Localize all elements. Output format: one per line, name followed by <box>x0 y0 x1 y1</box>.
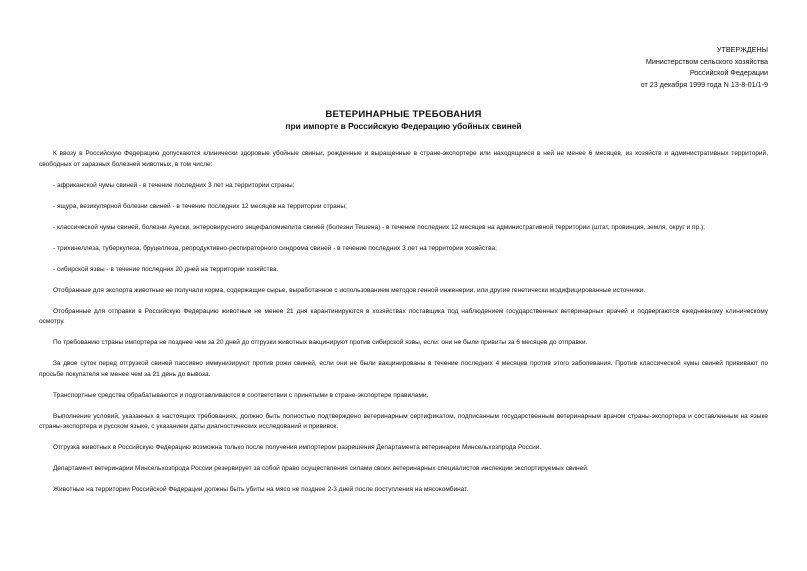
paragraph-feed: Отобранные для экспорта животные не получали корма, содержащие сырье, выработанное с использованием методов генной инженерии, или другие генетически модифицированные источники. <box>53 286 646 294</box>
paragraph-list-item: - сибирской язвы - в течение последних 20 дней на территории хозяйства. <box>53 265 279 273</box>
paragraph-slaughter: Животные на территории Российской Федерации должны быть убиты на мясо не позднее 2-3 дней после поступления на мясокомбинат. <box>53 486 469 493</box>
paragraph-quarantine: Отобранные для отправки в Российскую Федерацию животные не менее 21 дня карантинируются в хозяйствах поставщика под наблюдением государственных ветеринарных врачей и подвергаются ежедневному клиническому осмотру. <box>39 307 768 325</box>
document-title-block <box>0 109 807 132</box>
approval-line-date-number: от 23 декабря 1999 года N 13-8-01/1-9 <box>640 79 768 89</box>
paragraph-list-item: - африканской чумы свиней - в течение последних 3 лет на территории страны; <box>53 181 295 189</box>
approval-stamp-block <box>641 44 768 90</box>
paragraph-list-item: - трихинеллеза, туберкулеза, бруцеллеза, репродуктивно-респираторного синдрома свиней - в течение последних 3 лет на территории хозяйства; <box>53 244 497 252</box>
approval-line-approved: УТВЕРЖДЕНЫ <box>716 45 768 54</box>
paragraph-intro: К ввозу в Российскую Федерацию допускаются клинически здоровые убойные свиньи, рожденные и выращенные в стране-экспортере или находящиеся в ней не менее 6 месяцев, из хозяйств и административных территорий, свободных от заразных болезней животных, в том числе: <box>39 150 768 168</box>
approval-line-country: Российской Федерации <box>689 68 768 78</box>
paragraph-shipment-permit: Отгрузка животных в Российскую Федерацию возможна только после получения импортером разрешения Департамента ветеринарии Минсельхозпрода России. <box>53 444 542 451</box>
paragraph-list-item: - классической чумы свиней, болезни Ауески, энтеровирусного энцефаломиелита свиней (болезни Тешена) - в течение последних 12 месяцев на административной территории (штат, провинция, земля, округ и пр.); <box>53 223 705 231</box>
paragraph-list-item: - ящура, везикулярной болезни свиней - в течение последних 12 месяцев на территории страны; <box>53 202 347 210</box>
paragraph-transport: Транспортные средства обрабатываются и подготавливаются в соответствии с принятыми в стране-экспортере правилами. <box>53 391 429 399</box>
document-subtitle: при импорте в Российскую Федерацию убойных свиней <box>285 121 522 131</box>
document-title: ВЕТЕРИНАРНЫЕ ТРЕБОВАНИЯ <box>325 109 482 120</box>
document-body <box>39 149 768 506</box>
approval-line-ministry: Министерством сельского хозяйства <box>645 56 768 66</box>
paragraph-erysipelas-immunization: За двое суток перед отгрузкой свиней пассивно иммунизируют против рожи свиней, если они не были вакцинированы в течение последних 4 месяцев против этого заболевания. Против классической чумы свиней прививают по просьбе покупателя не менее чем за 21 день до вывоза. <box>39 360 768 378</box>
paragraph-certificate: Выполнение условий, указанных в настоящих требованиях, должно быть полностью подтверждено ветеринарным сертификатом, подписанным государственным ветеринарным врачом страны-экспортера и составленным на языке страны-экспортера и русском языке, с указанием даты диагностических исследований и прививок. <box>39 412 768 430</box>
paragraph-anthrax-vaccination: По требованию страны импортера не позднее чем за 20 дней до отгрузки животных вакцинируют против сибирской язвы, если: они не были привиты за 6 месяцев до отправки. <box>53 339 588 346</box>
paragraph-inspection-right: Департамент ветеринарии Минсельхозпрода России резервирует за собой право осуществления силами своих ветеринарных специалистов инспекции экспортируемых свиней. <box>53 465 589 472</box>
